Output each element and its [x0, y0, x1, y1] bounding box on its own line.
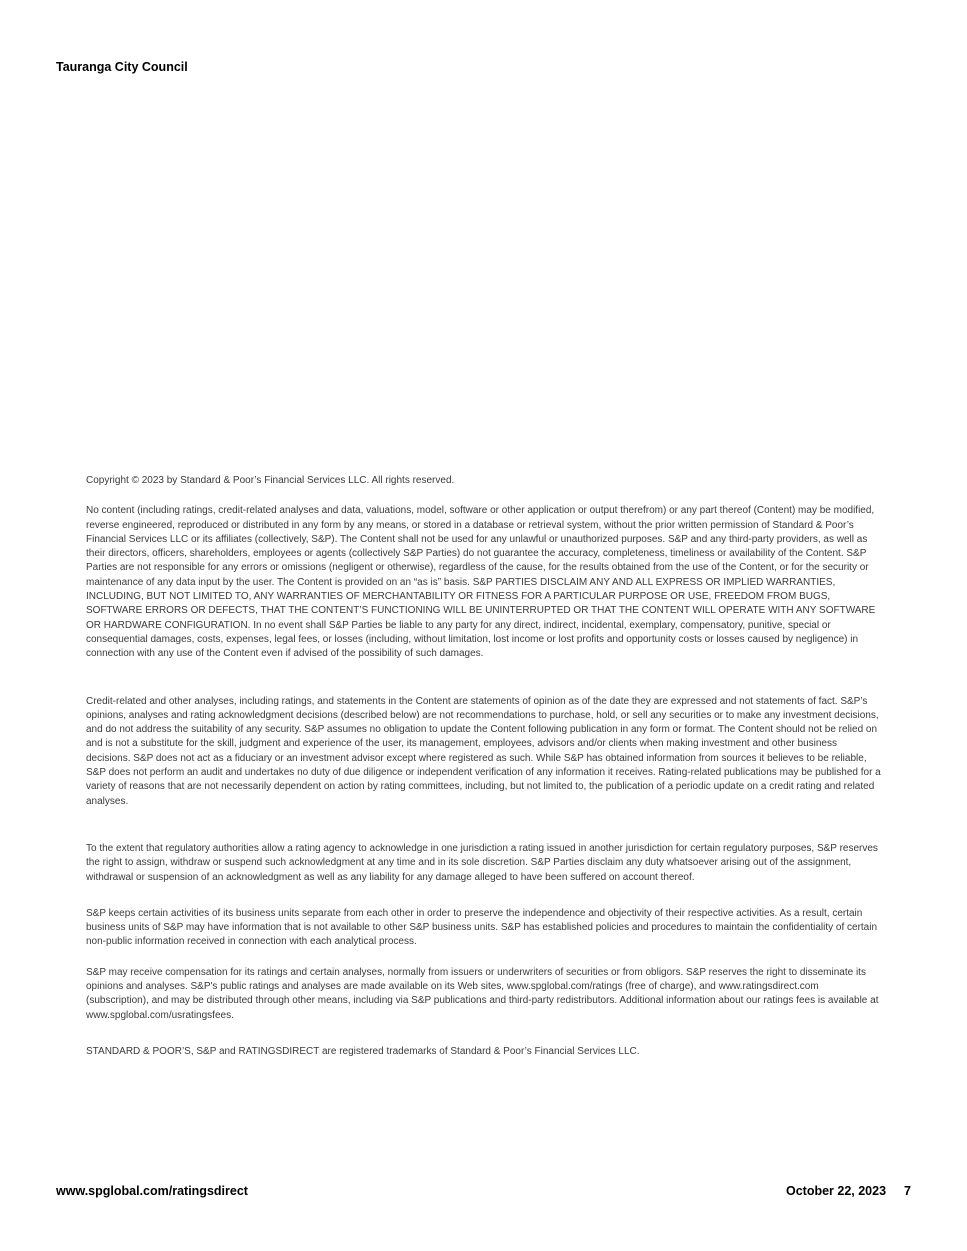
copyright-notice: Copyright © 2023 by Standard & Poor’s Financial Services LLC. All rights reserved.	[86, 475, 455, 486]
disclaimer-paragraph: S&P keeps certain activities of its business units separate from each other in order to preserve the independence and objectivity of their respective activities. As a result, certain business units of S&P may have information that is not available to other S&P business units. S&P has established policies and procedures to maintain the confidentiality of certain non-public information received in connection with each analytical process.	[86, 907, 878, 948]
disclaimer-paragraph: No content (including ratings, credit-related analyses and data, valuations, model, software or other application or output therefrom) or any part thereof (Content) may be modified, reverse engineered, reproduced or distributed in any form by any means, or stored in a database or retrieval system, without the prior written permission of Standard & Poor’s Financial Services LLC or its affiliates (collectively, S&P). The Content shall not be used for any unlawful or unauthorized purposes. S&P and any third-party providers, as well as their directors, officers, shareholders, employees or agents (collectively S&P Parties) do not guarantee the accuracy, completeness, timeliness or availability of the Content. S&P Parties are not responsible for any errors or omissions (negligent or otherwise), regardless of the cause, for the results obtained from the use of the Content, or for the security or maintenance of any data input by the user. The Content is provided on an “as is” basis. S&P PARTIES DISCLAIM ANY AND ALL EXPRESS OR IMPLIED WARRANTIES, INCLUDING, BUT NOT LIMITED TO, ANY WARRANTIES OF MERCHANTABILITY OR FITNESS FOR A PARTICULAR PURPOSE OR USE, FREEDOM FROM BUGS, SOFTWARE ERRORS OR DEFECTS, THAT THE CONTENT’S FUNCTIONING WILL BE UNINTERRUPTED OR THAT THE CONTENT WILL OPERATE WITH ANY SOFTWARE OR HARDWARE CONFIGURATION. In no event shall S&P Parties be liable to any party for any direct, indirect, incidental, exemplary, compensatory, punitive, special or consequential damages, costs, expenses, legal fees, or losses (including, without limitation, lost income or lost profits and opportunity costs or losses caused by negligence) in connection with any use of the Content even if advised of the possibility of such damages.	[86, 505, 876, 660]
trademark-notice: STANDARD & POOR’S, S&P and RATINGSDIRECT are registered trademarks of Standard & Poor’s Financial Services LLC.	[86, 1045, 640, 1057]
disclaimer-paragraph: Credit-related and other analyses, including ratings, and statements in the Content are statements of opinion as of the date they are expressed and not statements of fact. S&P’s opinions, analyses and rating acknowledgment decisions (described below) are not recommendations to purchase, hold, or sell any securities or to make any investment decisions, and do not address the suitability of any security. S&P assumes no obligation to update the Content following publication in any form or format. The Content should not be relied on and is not a substitute for the skill, judgment and experience of the user, its management, employees, advisors and/or clients when making investment and other business decisions. S&P does not act as a fiduciary or an investment advisor except where registered as such. While S&P has obtained information from sources it believes to be reliable, S&P does not perform an audit and undertakes no duty of due diligence or independent verification of any information it receives. Rating-related publications may be published for a variety of reasons that are not necessarily dependent on action by rating committees, including, but not limited to, the publication of a periodic update on a credit rating and related analyses.	[86, 695, 881, 807]
disclaimer-paragraph: To the extent that regulatory authorities allow a rating agency to acknowledge in one jurisdiction a rating issued in another jurisdiction for certain regulatory purposes, S&P reserves the right to assign, withdraw or suspend such acknowledgment at any time and in its sole discretion. S&P Parties disclaim any duty whatsoever arising out of the assignment, withdrawal or suspension of an acknowledgment as well as any liability for any damage alleged to have been suffered on account thereof.	[86, 842, 878, 883]
legal-disclaimer	[86, 474, 882, 1059]
page-number: 7	[904, 1184, 911, 1198]
document-header-title: Tauranga City Council	[56, 60, 188, 74]
footer-website-link[interactable]: www.spglobal.com/ratingsdirect	[56, 1184, 248, 1198]
publication-date: October 22, 2023	[785, 1184, 887, 1198]
disclaimer-paragraph: S&P may receive compensation for its ratings and certain analyses, normally from issuers or underwriters of securities or from obligors. S&P reserves the right to disseminate its opinions and analyses. S&P's public ratings and analyses are made available on its Web sites, www.spglobal.com/ratings (free of charge), and www.ratingsdirect.com (subscription), and may be distributed through other means, including via S&P publications and third-party redistributors. Additional information about our ratings fees is available at www.spglobal.com/usratingsfees.	[86, 966, 879, 1021]
footer-meta	[786, 1184, 911, 1198]
